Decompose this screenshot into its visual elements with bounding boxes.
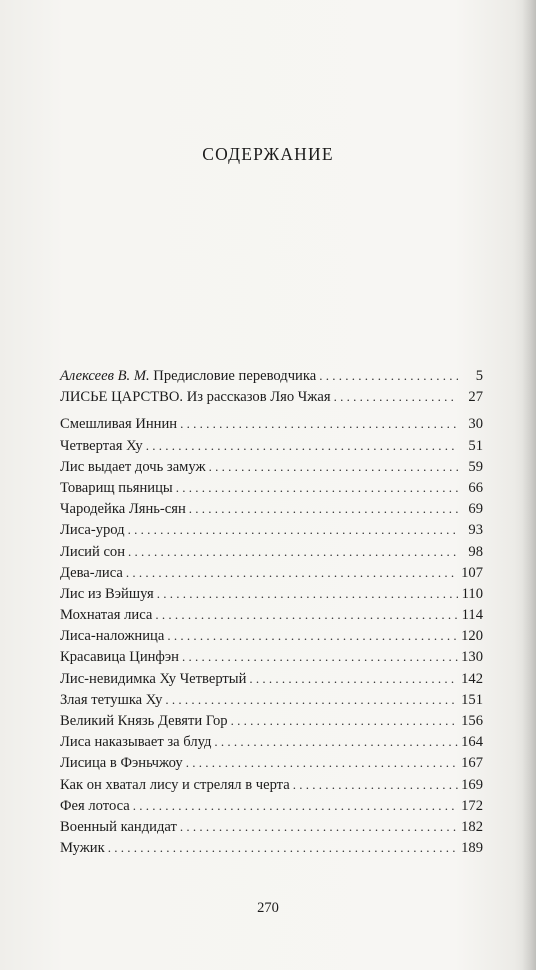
toc-entry-text: Красавица Цинфэн — [60, 649, 179, 666]
toc-entry — [60, 413, 483, 434]
dot-leader — [165, 689, 458, 710]
dot-leader — [180, 816, 458, 837]
dot-leader — [180, 413, 458, 434]
toc-entry-title — [60, 499, 189, 520]
dot-leader — [319, 365, 458, 386]
toc-entry — [60, 752, 483, 773]
toc-entry-title — [60, 563, 126, 584]
toc-entry-text: Лис выдает дочь замуж — [60, 458, 206, 475]
toc-entry — [60, 365, 483, 386]
dot-leader — [186, 752, 458, 773]
toc-entry-title — [60, 520, 128, 541]
toc-entry-title — [60, 796, 133, 817]
toc-entry-title — [60, 414, 180, 435]
dot-leader — [293, 774, 458, 795]
toc-entry-text: Как он хватал лису и стрелял в черта — [60, 776, 290, 793]
toc-entry-text: Смешливая Иннин — [60, 416, 178, 433]
toc-entry — [60, 583, 483, 604]
toc-entry-page: 167 — [461, 755, 483, 772]
toc-entry — [60, 774, 483, 795]
toc-entry-page: 114 — [461, 607, 483, 624]
toc-entry — [60, 710, 483, 731]
toc-entry-title — [60, 732, 214, 753]
toc-entry-title — [60, 753, 186, 774]
toc-entry — [60, 837, 483, 858]
toc-entry-title — [60, 626, 167, 647]
toc-entry-text: Военный кандидат — [60, 818, 177, 835]
table-of-contents — [60, 365, 483, 858]
dot-leader — [189, 498, 458, 519]
toc-entry-page: 69 — [468, 501, 483, 518]
dot-leader — [155, 604, 458, 625]
toc-entry-page: 66 — [468, 479, 483, 496]
toc-entry — [60, 456, 483, 477]
toc-entry-page: 93 — [468, 522, 483, 539]
dot-leader — [334, 386, 458, 407]
toc-entry-page: 51 — [468, 437, 483, 454]
toc-entry-text: Фея лотоса — [60, 797, 130, 814]
toc-entry-text: Лис-невидимка Ху Четвертый — [60, 670, 247, 687]
toc-entry-title — [60, 366, 319, 387]
toc-entry-text: Лиса наказывает за блуд — [60, 734, 212, 751]
toc-entry-page: 27 — [468, 389, 483, 406]
toc-entry-text: Лис из Вэйшуя — [60, 585, 154, 602]
toc-entry-text: Лиса-урод — [60, 522, 125, 539]
toc-entry-text: Лиса-наложница — [60, 628, 165, 645]
dot-leader — [133, 795, 458, 816]
toc-entry-page: 120 — [461, 628, 483, 645]
toc-entry-text: Мужик — [60, 840, 105, 857]
toc-entry — [60, 386, 483, 407]
toc-entry-text: Предисловие переводчика — [153, 368, 317, 384]
dot-leader — [231, 710, 458, 731]
toc-entry-page: 130 — [461, 649, 483, 666]
dot-leader — [176, 477, 458, 498]
dot-leader — [128, 519, 458, 540]
dot-leader — [167, 625, 458, 646]
toc-entry-title — [60, 838, 108, 859]
toc-entry — [60, 795, 483, 816]
toc-entry — [60, 562, 483, 583]
toc-entry-page: 151 — [461, 691, 483, 708]
toc-entry-page: 182 — [461, 818, 483, 835]
toc-entry-author: Алексеев В. М. — [60, 368, 150, 384]
toc-entry-title — [60, 647, 182, 668]
toc-entry-title — [60, 669, 249, 690]
toc-entry-text: Мохнатая лиса — [60, 607, 153, 624]
toc-entry-page: 110 — [461, 585, 483, 602]
toc-entry-page: 169 — [461, 776, 483, 793]
toc-entry-title — [60, 690, 165, 711]
dot-leader — [214, 731, 458, 752]
dot-leader — [182, 646, 458, 667]
toc-entry-text: Лисий сон — [60, 543, 126, 560]
toc-entry-title — [60, 605, 155, 626]
page-title: СОДЕРЖАНИЕ — [202, 144, 334, 164]
toc-entry-page: 189 — [461, 840, 483, 857]
dot-leader — [126, 562, 458, 583]
toc-entry-title — [60, 817, 180, 838]
dot-leader — [146, 435, 458, 456]
toc-entry-title — [60, 436, 146, 457]
toc-entry-title — [60, 542, 128, 563]
dot-leader — [157, 583, 458, 604]
toc-entry — [60, 477, 483, 498]
toc-entry-text: Чародейка Лянь-сян — [60, 501, 186, 518]
toc-entry-title — [60, 457, 209, 478]
toc-entry-title — [60, 711, 231, 732]
dot-leader — [108, 837, 458, 858]
dot-leader — [209, 456, 458, 477]
toc-entry-title — [60, 478, 176, 499]
toc-entry — [60, 435, 483, 456]
toc-entry — [60, 689, 483, 710]
toc-entry-page: 98 — [468, 543, 483, 560]
toc-entry — [60, 731, 483, 752]
toc-entry — [60, 541, 483, 562]
toc-entry-text: Товарищ пьяницы — [60, 479, 173, 496]
toc-entry-page: 107 — [461, 564, 483, 581]
toc-entry-page: 5 — [475, 368, 483, 384]
toc-entry-title — [60, 387, 334, 408]
toc-entry-title — [60, 775, 293, 796]
toc-entry-page: 59 — [468, 458, 483, 475]
dot-leader — [249, 668, 458, 689]
toc-entry-text: Дева-лиса — [60, 564, 123, 581]
toc-entry-title — [60, 584, 157, 605]
toc-entry-page: 156 — [461, 713, 483, 729]
toc-entry-page: 142 — [461, 670, 483, 687]
toc-entry-text: Злая тетушка Ху — [60, 691, 163, 708]
toc-entry-text: ЛИСЬЕ ЦАРСТВО. Из рассказов Ляо Чжая — [60, 389, 331, 406]
toc-entry — [60, 519, 483, 540]
toc-entry-text: Великий Князь Девяти Гор — [60, 713, 228, 729]
toc-entry — [60, 625, 483, 646]
toc-entry-text: Четвертая Ху — [60, 437, 143, 454]
page-number: 270 — [257, 900, 279, 916]
dot-leader — [128, 541, 458, 562]
toc-entry-page: 164 — [461, 734, 483, 751]
toc-entry — [60, 604, 483, 625]
toc-entry-page: 172 — [461, 797, 483, 814]
toc-entry-text: Лисица в Фэньчжоу — [60, 755, 183, 772]
toc-entry — [60, 668, 483, 689]
toc-entry — [60, 816, 483, 837]
toc-entry — [60, 498, 483, 519]
toc-entry — [60, 646, 483, 667]
toc-entry-page: 30 — [468, 416, 483, 433]
